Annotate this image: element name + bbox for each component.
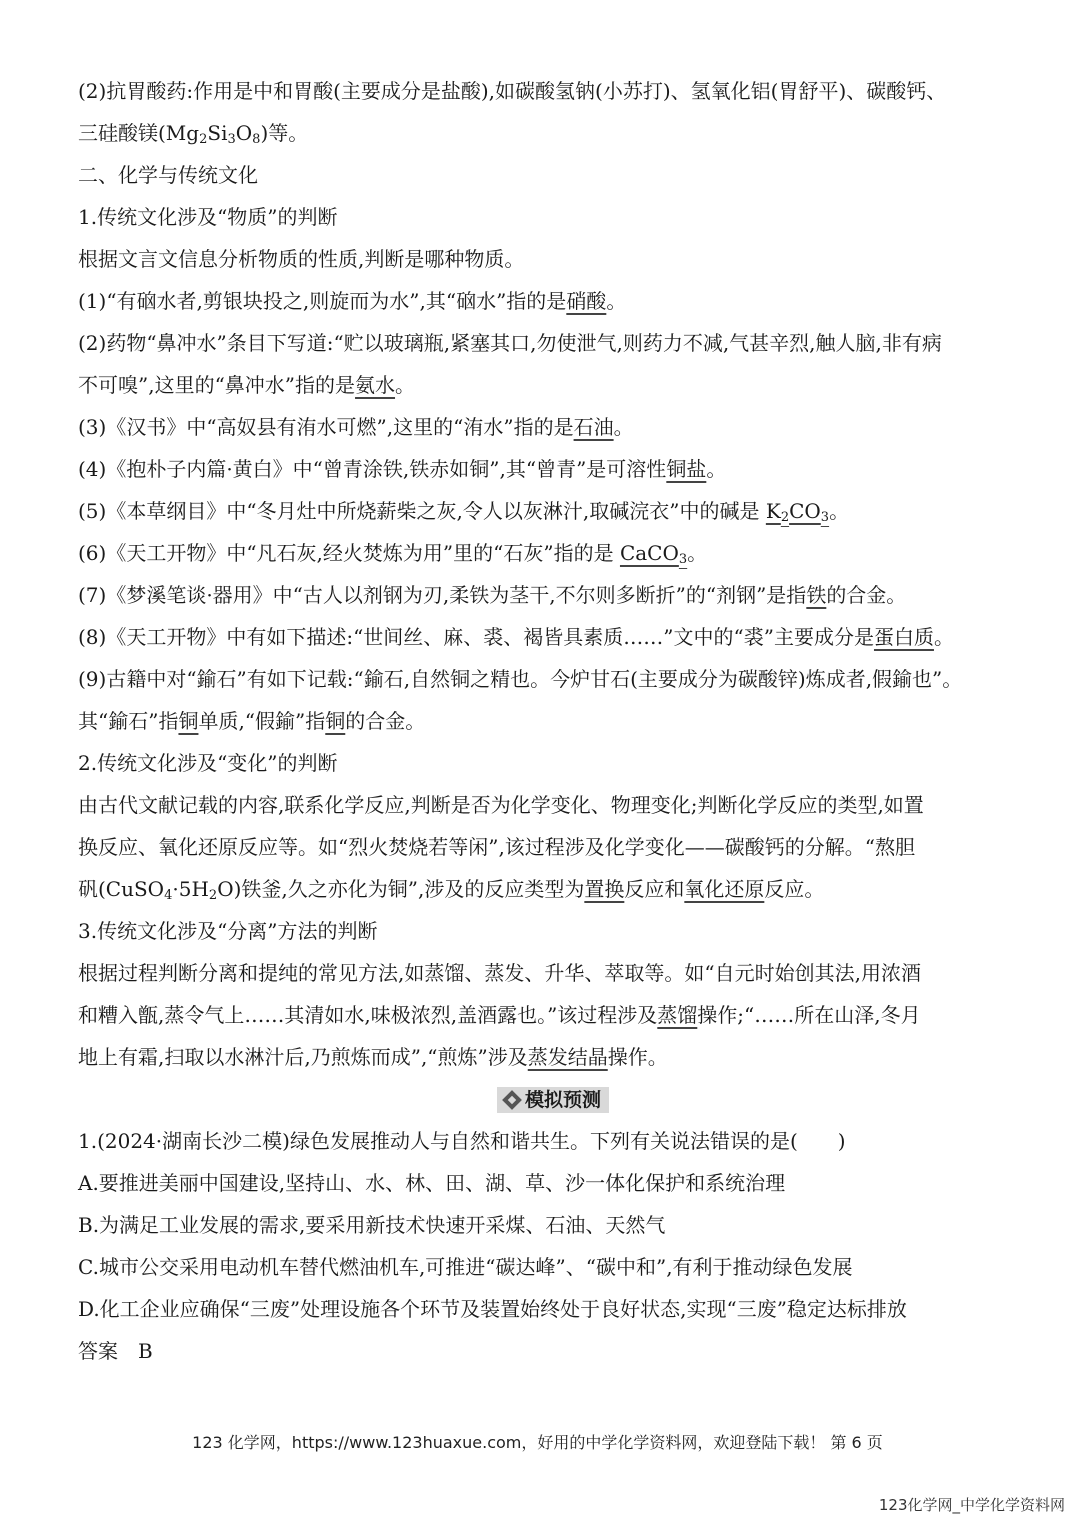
text-segment: 答案 B bbox=[78, 1339, 153, 1363]
text-segment: 1.(2024·湖南长沙二模)绿色发展推动人与自然和谐共生。下列有关说法错误的是( ) bbox=[78, 1129, 846, 1153]
text-line bbox=[78, 322, 1028, 364]
text-segment: ·5H bbox=[172, 877, 209, 901]
answer-blank: K bbox=[765, 499, 781, 523]
subscript: 3 bbox=[227, 132, 236, 147]
text-segment: 。 bbox=[706, 457, 727, 481]
text-segment: 矾(CuSO bbox=[78, 877, 165, 901]
text-line bbox=[78, 154, 1028, 196]
section-badge bbox=[78, 1078, 1028, 1120]
subscript: 4 bbox=[164, 888, 173, 903]
answer-blank: 蒸发结晶 bbox=[527, 1045, 608, 1069]
text-segment: 和糟入甑,蒸令气上……其清如水,味极浓烈,盖酒露也。”该过程涉及 bbox=[78, 1003, 658, 1027]
text-line bbox=[78, 448, 1028, 490]
text-segment: 。 bbox=[613, 415, 634, 439]
text-segment: (2)抗胃酸药:作用是中和胃酸(主要成分是盐酸),如碳酸氢钠(小苏打)、氢氧化铝(胃舒平)、碳酸钙、 bbox=[78, 79, 947, 103]
text-line bbox=[78, 868, 1028, 910]
text-segment: )等。 bbox=[260, 121, 309, 145]
text-segment: (3)《汉书》中“高奴县有洧水可燃”,这里的“洧水”指的是 bbox=[78, 415, 574, 439]
site-watermark: 123化学网_中学化学资料网 bbox=[878, 1496, 1065, 1514]
text-line bbox=[78, 784, 1028, 826]
text-line bbox=[78, 280, 1028, 322]
text-segment: O bbox=[235, 121, 253, 145]
answer-blank: 氧化还原 bbox=[684, 877, 765, 901]
text-segment: 地上有霜,扫取以水淋汁后,乃煎炼而成”,“煎炼”涉及 bbox=[78, 1045, 528, 1069]
text-line bbox=[78, 994, 1028, 1036]
text-segment: 单质,“假鍮”指 bbox=[198, 709, 326, 733]
text-segment: 根据文言文信息分析物质的性质,判断是哪种物质。 bbox=[78, 247, 525, 271]
text-line bbox=[78, 910, 1028, 952]
text-line bbox=[78, 364, 1028, 406]
text-segment: 。 bbox=[606, 289, 627, 313]
text-line bbox=[78, 532, 1028, 574]
text-segment: (6)《天工开物》中“凡石灰,经火焚炼为用”里的“石灰”指的是 bbox=[78, 541, 620, 565]
answer-blank: 铜盐 bbox=[666, 457, 707, 481]
diamond-icon bbox=[502, 1090, 522, 1110]
text-segment: 根据过程判断分离和提纯的常见方法,如蒸馏、蒸发、升华、萃取等。如“自元时始创其法,用浓酒 bbox=[78, 961, 921, 985]
answer-blank: 铁 bbox=[806, 583, 827, 607]
document-body bbox=[78, 70, 1028, 1372]
answer-blank: 3 bbox=[820, 510, 830, 525]
answer-blank: CO bbox=[789, 499, 821, 523]
answer-blank: 铜 bbox=[178, 709, 199, 733]
subscript: 2 bbox=[199, 132, 208, 147]
text-segment: 操作;“……所在山泽,冬月 bbox=[697, 1003, 921, 1027]
text-line bbox=[78, 742, 1028, 784]
text-segment: (1)“有硇水者,剪银块投之,则旋而为水”,其“硇水”指的是 bbox=[78, 289, 567, 313]
text-line bbox=[78, 70, 1028, 112]
text-segment: 3.传统文化涉及“分离”方法的判断 bbox=[78, 919, 378, 943]
text-segment: (7)《梦溪笔谈·器用》中“古人以剂钢为刃,柔铁为茎干,不尔则多断折”的“剂钢”是指 bbox=[78, 583, 807, 607]
text-segment: 操作。 bbox=[607, 1045, 668, 1069]
text-segment: Si bbox=[207, 121, 228, 145]
text-segment: 的合金。 bbox=[826, 583, 907, 607]
text-segment: 由古代文献记载的内容,联系化学反应,判断是否为化学变化、物理变化;判断化学反应的类型,如置 bbox=[78, 793, 924, 817]
text-segment: (5)《本草纲目》中“冬月灶中所烧薪柴之灰,令人以灰淋汁,取碱浣衣”中的碱是 bbox=[78, 499, 766, 523]
text-segment: 。 bbox=[829, 499, 850, 523]
text-line bbox=[78, 1036, 1028, 1078]
text-segment: (4)《抱朴子内篇·黄白》中“曾青涂铁,铁赤如铜”,其“曾青”是可溶性 bbox=[78, 457, 667, 481]
page-footer: 123 化学网，https://www.123huaxue.com，好用的中学化学资料网，欢迎登陆下载！ 第 6 页 bbox=[192, 1433, 883, 1452]
text-segment: B.为满足工业发展的需求,要采用新技术快速开采煤、石油、天然气 bbox=[78, 1213, 666, 1237]
text-line bbox=[78, 826, 1028, 868]
answer-blank: CaCO bbox=[619, 541, 679, 565]
badge-text: 模拟预测 bbox=[524, 1088, 601, 1111]
answer-blank: 蒸馏 bbox=[657, 1003, 698, 1027]
text-line bbox=[78, 1288, 1028, 1330]
text-segment: 。 bbox=[687, 541, 708, 565]
answer-blank: 铜 bbox=[325, 709, 346, 733]
text-line bbox=[78, 112, 1028, 154]
text-segment: 。 bbox=[933, 625, 954, 649]
text-segment: 。 bbox=[395, 373, 416, 397]
text-line bbox=[78, 1120, 1028, 1162]
text-segment: A.要推进美丽中国建设,坚持山、水、林、田、湖、草、沙一体化保护和系统治理 bbox=[78, 1171, 786, 1195]
text-segment: 1.传统文化涉及“物质”的判断 bbox=[78, 205, 338, 229]
text-line bbox=[78, 196, 1028, 238]
text-segment: O)铁釜,久之亦化为铜”,涉及的反应类型为 bbox=[217, 877, 585, 901]
text-line bbox=[78, 238, 1028, 280]
answer-blank: 3 bbox=[678, 552, 688, 567]
text-line bbox=[78, 1204, 1028, 1246]
text-segment: 的合金。 bbox=[345, 709, 426, 733]
subscript: 8 bbox=[252, 132, 261, 147]
answer-blank: 硝酸 bbox=[566, 289, 607, 313]
answer-blank: 置换 bbox=[584, 877, 625, 901]
text-line bbox=[78, 574, 1028, 616]
text-line bbox=[78, 490, 1028, 532]
text-segment: C.城市公交采用电动机车替代燃油机车,可推进“碳达峰”、“碳中和”,有利于推动绿色发展 bbox=[78, 1255, 853, 1279]
text-line bbox=[78, 1246, 1028, 1288]
text-segment: 2.传统文化涉及“变化”的判断 bbox=[78, 751, 338, 775]
text-line bbox=[78, 616, 1028, 658]
text-segment: 二、化学与传统文化 bbox=[78, 163, 258, 187]
text-segment: 三硅酸镁(Mg bbox=[78, 121, 200, 145]
text-line bbox=[78, 406, 1028, 448]
text-segment: 其“鍮石”指 bbox=[78, 709, 179, 733]
text-segment: 换反应、氧化还原反应等。如“烈火焚烧若等闲”,该过程涉及化学变化——碳酸钙的分解。“熬胆 bbox=[78, 835, 916, 859]
text-line bbox=[78, 700, 1028, 742]
text-segment: (2)药物“鼻冲水”条目下写道:“贮以玻璃瓶,紧塞其口,勿使泄气,则药力不减,气甚辛烈,触人脑,非有病 bbox=[78, 331, 942, 355]
text-segment: (9)古籍中对“鍮石”有如下记载:“鍮石,自然铜之精也。今炉甘石(主要成分为碳酸锌)炼成者,假鍮也”。 bbox=[78, 667, 963, 691]
text-segment: 反应。 bbox=[764, 877, 825, 901]
text-line bbox=[78, 1162, 1028, 1204]
answer-blank: 2 bbox=[780, 510, 790, 525]
text-segment: D.化工企业应确保“三废”处理设施各个环节及装置始终处于良好状态,实现“三废”稳定达标排放 bbox=[78, 1297, 907, 1321]
text-segment: (8)《天工开物》中有如下描述:“世间丝、麻、裘、褐皆具素质……”文中的“裘”主要成分是 bbox=[78, 625, 874, 649]
text-segment: 反应和 bbox=[624, 877, 685, 901]
answer-blank: 蛋白质 bbox=[873, 625, 934, 649]
answer-blank: 氨水 bbox=[355, 373, 396, 397]
text-segment: 不可嗅”,这里的“鼻冲水”指的是 bbox=[78, 373, 356, 397]
subscript: 2 bbox=[208, 888, 218, 903]
answer-blank: 石油 bbox=[573, 415, 614, 439]
text-line bbox=[78, 952, 1028, 994]
text-line bbox=[78, 1330, 1028, 1372]
badge-label bbox=[497, 1087, 609, 1113]
text-line bbox=[78, 658, 1028, 700]
